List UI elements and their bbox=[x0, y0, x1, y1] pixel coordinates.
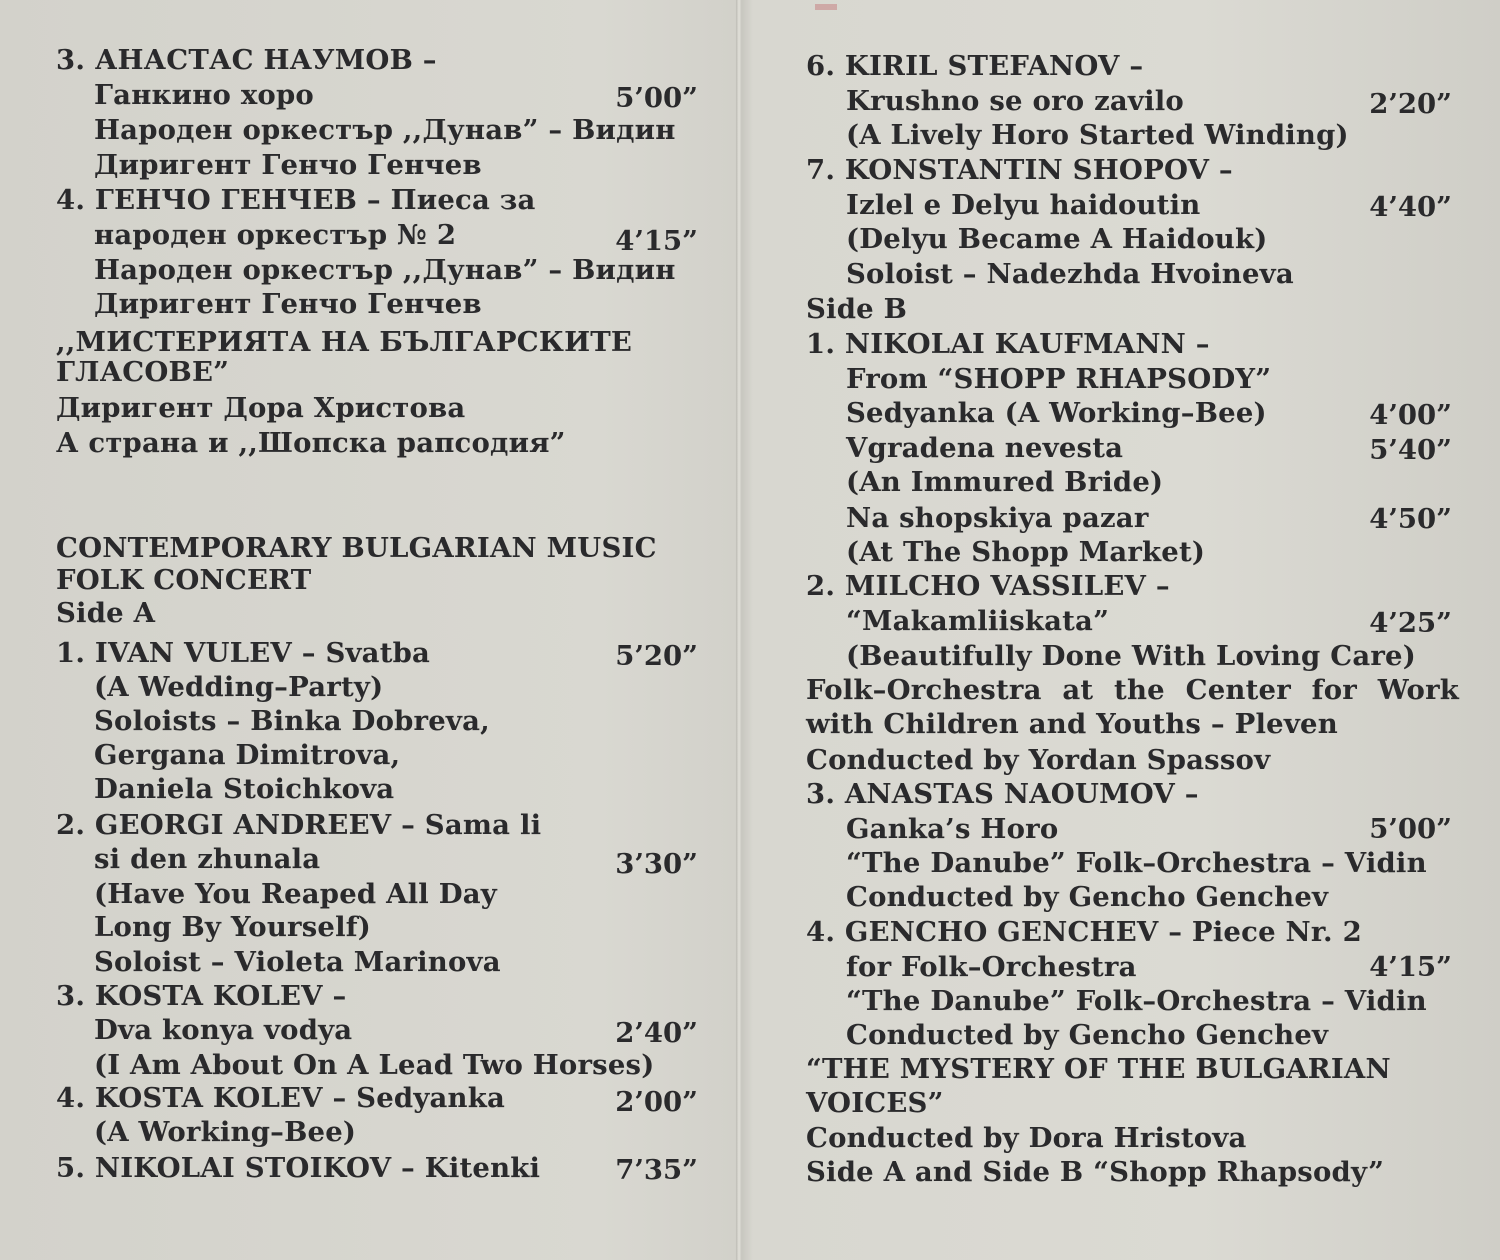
track-title: Ганкино хоро bbox=[94, 79, 314, 111]
track-duration: 4’25” bbox=[1369, 607, 1452, 639]
track-title: Dva konya vodya bbox=[94, 1014, 353, 1046]
track-heading: 6. KIRIL STEFANOV – bbox=[806, 50, 1144, 82]
track-duration: 5’00” bbox=[1369, 813, 1452, 845]
track-heading: 4. GENCHO GENCHEV – Piece Nr. 2 bbox=[806, 916, 1362, 948]
track-conductor: Диригент Генчо Генчев bbox=[94, 149, 482, 181]
track-title: Vgradena nevesta bbox=[846, 432, 1124, 464]
section-heading: ГЛАСОВЕ” bbox=[56, 356, 230, 388]
track-soloist: Soloist – Violeta Marinova bbox=[94, 946, 501, 978]
track-duration: 2’00” bbox=[615, 1086, 698, 1118]
section-conductor: Conducted by Dora Hristova bbox=[806, 1122, 1247, 1154]
track-soloists: Gergana Dimitrova, bbox=[94, 739, 401, 771]
track-heading: 5. NIKOLAI STOIKOV – Kitenki bbox=[56, 1152, 541, 1184]
track-title: “Makamliiskata” bbox=[846, 605, 1110, 637]
track-duration: 3’30” bbox=[615, 848, 698, 880]
album-title: CONTEMPORARY BULGARIAN MUSIC bbox=[56, 532, 657, 564]
track-duration: 2’20” bbox=[1369, 88, 1452, 120]
track-conductor: Conducted by Gencho Genchev bbox=[846, 1019, 1329, 1051]
track-duration: 4’00” bbox=[1369, 399, 1452, 431]
track-conductor: Диригент Генчо Генчев bbox=[94, 288, 482, 320]
track-heading: 4. KOSTA KOLEV – Sedyanka bbox=[56, 1082, 506, 1114]
track-duration: 5’20” bbox=[615, 640, 698, 672]
section-conductor: Диригент Дора Христова bbox=[56, 392, 466, 424]
track-soloists: Soloists – Binka Dobreva, bbox=[94, 705, 490, 737]
track-title: Izlel e Delyu haidoutin bbox=[846, 189, 1201, 221]
track-translation: (A Lively Horo Started Winding) bbox=[846, 119, 1349, 151]
side-label: Side A bbox=[56, 597, 156, 629]
track-title: Krushno se oro zavilo bbox=[846, 85, 1184, 117]
track-title: si den zhunala bbox=[94, 843, 321, 875]
track-heading: 3. KOSTA KOLEV – bbox=[56, 980, 347, 1012]
track-performer: “The Danube” Folk–Orchestra – Vidin bbox=[846, 847, 1427, 879]
track-heading: 3. ANASTAS NAOUMOV – bbox=[806, 778, 1199, 810]
right-panel bbox=[750, 0, 1490, 1260]
track-duration: 4’50” bbox=[1369, 503, 1452, 535]
track-duration: 4’15” bbox=[1369, 951, 1452, 983]
track-translation: (Beautifully Done With Loving Care) bbox=[846, 640, 1416, 672]
section-note: А страна и ,,Шопска рапсодия” bbox=[56, 427, 566, 459]
track-title: Sedyanka (A Working–Bee) bbox=[846, 397, 1267, 429]
side-label: Side B bbox=[806, 293, 908, 325]
track-performer: Народен оркестър ,,Дунав” – Видин bbox=[94, 254, 676, 286]
track-heading: 7. KONSTANTIN SHOPOV – bbox=[806, 154, 1233, 186]
track-performer: Folk–Orchestra at the Center for Work bbox=[806, 674, 1460, 706]
track-translation: (Delyu Became A Haidouk) bbox=[846, 223, 1268, 255]
track-soloist: Soloist – Nadezhda Hvoineva bbox=[846, 258, 1294, 290]
track-duration: 4’15” bbox=[615, 225, 698, 257]
track-translation: (An Immured Bride) bbox=[846, 466, 1164, 498]
track-translation: (Have You Reaped All Day bbox=[94, 878, 497, 910]
track-title: Ganka’s Horo bbox=[846, 813, 1059, 845]
fold-crease bbox=[736, 0, 742, 1260]
section-note: Side A and Side B “Shopp Rhapsody” bbox=[806, 1156, 1385, 1188]
track-duration: 5’40” bbox=[1369, 434, 1452, 466]
track-translation: (A Wedding–Party) bbox=[94, 671, 384, 703]
track-translation: (At The Shopp Market) bbox=[846, 536, 1206, 568]
track-title: народен оркестър № 2 bbox=[94, 219, 457, 251]
track-title: for Folk–Orchestra bbox=[846, 951, 1137, 983]
track-heading: 2. GEORGI ANDREEV – Sama li bbox=[56, 809, 542, 841]
track-source: From “SHOPP RHAPSODY” bbox=[846, 363, 1272, 395]
left-panel bbox=[0, 0, 698, 1260]
album-subtitle: FOLK CONCERT bbox=[56, 564, 312, 596]
track-heading: 2. MILCHO VASSILEV – bbox=[806, 570, 1170, 602]
section-heading: “THE MYSTERY OF THE BULGARIAN bbox=[806, 1053, 1391, 1085]
track-heading: 4. ГЕНЧО ГЕНЧЕВ – Пиеса за bbox=[56, 184, 536, 216]
track-conductor: Conducted by Gencho Genchev bbox=[846, 881, 1329, 913]
section-heading: ,,МИСТЕРИЯТА НА БЪЛГАРСКИТЕ bbox=[56, 326, 633, 358]
track-translation: (A Working–Bee) bbox=[94, 1116, 357, 1148]
track-translation: Long By Yourself) bbox=[94, 911, 372, 943]
track-soloists: Daniela Stoichkova bbox=[94, 773, 395, 805]
track-performer: “The Danube” Folk–Orchestra – Vidin bbox=[846, 985, 1427, 1017]
track-conductor: Conducted by Yordan Spassov bbox=[806, 744, 1271, 776]
track-duration: 4’40” bbox=[1369, 191, 1452, 223]
track-duration: 2’40” bbox=[615, 1017, 698, 1049]
track-performer: with Children and Youths – Pleven bbox=[806, 708, 1338, 740]
track-title: Na shopskiya pazar bbox=[846, 502, 1149, 534]
track-heading: 1. NIKOLAI KAUFMANN – bbox=[806, 328, 1210, 360]
track-duration: 7’35” bbox=[615, 1154, 698, 1186]
section-heading: VOICES” bbox=[806, 1087, 944, 1119]
track-duration: 5’00” bbox=[615, 82, 698, 114]
track-performer: Народен оркестър ,,Дунав” – Видин bbox=[94, 114, 676, 146]
track-heading: 3. АНАСТАС НАУМОВ – bbox=[56, 44, 437, 76]
track-heading: 1. IVAN VULEV – Svatba bbox=[56, 637, 431, 669]
track-translation: (I Am About On A Lead Two Horses) bbox=[94, 1049, 655, 1081]
